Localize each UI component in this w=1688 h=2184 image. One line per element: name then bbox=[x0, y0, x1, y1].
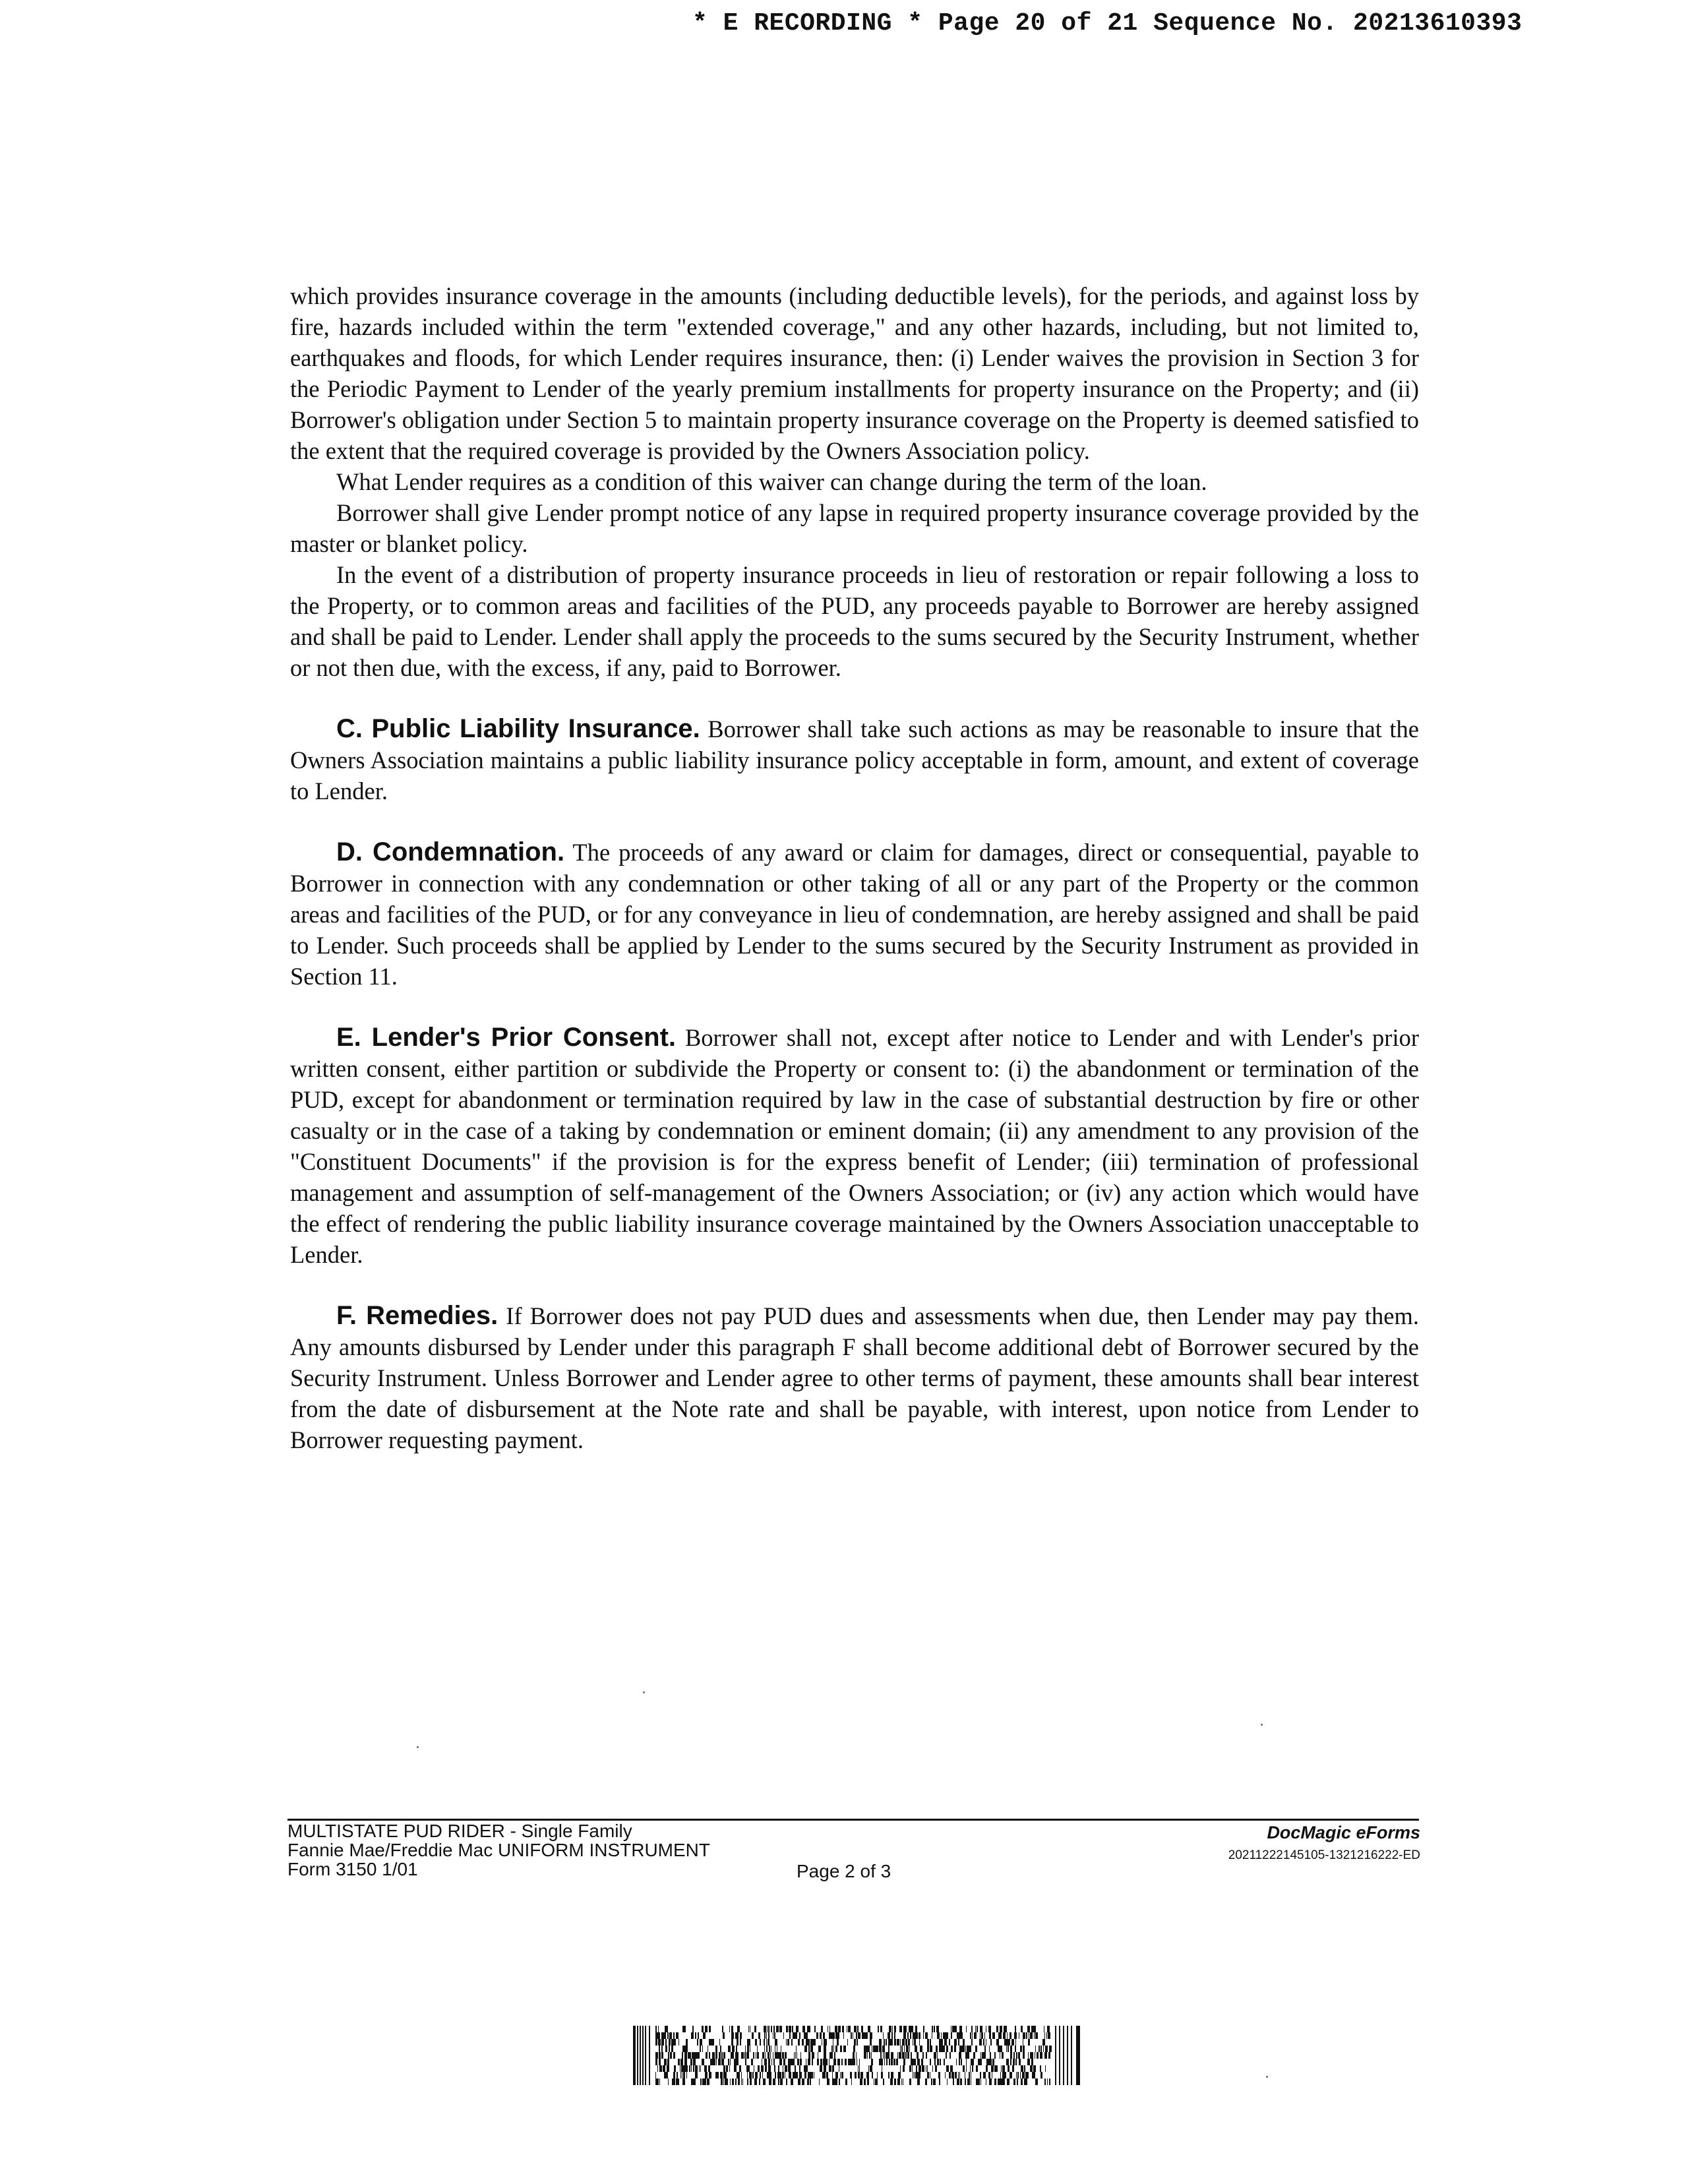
recording-stamp: * E RECORDING * Page 20 of 21 Sequence No. 20213610393 bbox=[692, 9, 1522, 38]
scan-speck bbox=[1261, 1724, 1263, 1726]
section-condemnation bbox=[290, 837, 1419, 992]
document-body bbox=[290, 280, 1419, 1455]
paragraph-waiver-condition: What Lender requires as a condition of this waiver can change during the term of the loan. bbox=[336, 468, 1207, 495]
section-text-condemnation: The proceeds of any award or claim for damages, direct or consequential, payable to Borrower in connection with any condemnation or other taking of all or any part of the Property or the common areas and facilities of the PUD, or for any conveyance in lieu of condemnation, are hereby assigned and shall be paid to Lender. Such proceeds shall be applied by Lender to the sums secured by the Security Instrument as provided in Section 11. bbox=[290, 839, 1419, 990]
section-public-liability bbox=[290, 713, 1419, 806]
section-heading-condemnation: D. Condemnation. bbox=[336, 837, 565, 866]
scan-speck bbox=[643, 1691, 645, 1693]
footer-brand-block bbox=[1228, 1823, 1420, 1863]
scan-speck bbox=[417, 1746, 419, 1748]
section-heading-remedies: F. Remedies. bbox=[336, 1301, 498, 1330]
footer-form-number: Form 3150 1/01 bbox=[287, 1859, 418, 1879]
paragraph-insurance-coverage: which provides insurance coverage in the amounts (including deductible levels), for the periods, and against loss by fire, hazards included within the term "extended coverage," and any other hazards, including, but not limited to, earthquakes and floods, for which Lender requires insurance, then: (i) Lender waives the provision in Section 3 for the Periodic Payment to Lender of the yearly premium installments for property insurance on the Property; and (ii) Borrower's obligation under Section 5 to maintain property insurance coverage on the Property is deemed satisfied to the extent that the required coverage is provided by the Owners Association policy. bbox=[290, 282, 1419, 464]
section-heading-public-liability: C. Public Liability Insurance. bbox=[336, 714, 700, 743]
paragraph-lapse-notice: Borrower shall give Lender prompt notice of any lapse in required property insurance coverage provided by the master or blanket policy. bbox=[290, 499, 1419, 557]
paragraph-insurance-proceeds: In the event of a distribution of property insurance proceeds in lieu of restoration or repair following a loss to the Property, or to common areas and facilities of the PUD, any proceeds payable to Borrower are hereby assigned and shall be paid to Lender. Lender shall apply the proceeds to the sums secured by the Security Instrument, whether or not then due, with the excess, if any, paid to Borrower. bbox=[290, 561, 1419, 681]
docmagic-logo: DocMagic eForms bbox=[1267, 1823, 1420, 1842]
scan-speck bbox=[1266, 2076, 1268, 2078]
footer-form-info bbox=[287, 1821, 710, 1879]
footer-form-issuer: Fannie Mae/Freddie Mac UNIFORM INSTRUMENT bbox=[287, 1840, 711, 1860]
footer-page-number: Page 2 of 3 bbox=[797, 1861, 891, 1881]
section-heading-lenders-prior-consent: E. Lender's Prior Consent. bbox=[336, 1023, 677, 1052]
section-text-lenders-prior-consent: Borrower shall not, except after notice to Lender and with Lender's prior written consent, either partition or subdivide the Property or consent to: (i) the abandonment or termination of the PUD, except for abandonment or termination required by law in the case of substantial destruction by fire or other casualty or in the case of a taking by condemnation or eminent domain; (ii) any amendment to any provision of the "Constituent Documents" if the provision is for the express benefit of Lender; (iii) termination of professional management and assumption of self-management of the Owners Association; or (iv) any action which would have the effect of rendering the public liability insurance coverage maintained by the Owners Association unacceptable to Lender. bbox=[290, 1024, 1420, 1268]
section-text-remedies: If Borrower does not pay PUD dues and assessments when due, then Lender may pay them. Any amounts disbursed by Lender under this paragraph F shall become additional debt of Borrower secured by the Security Instrument. Unless Borrower and Lender agree to other terms of payment, these amounts shall bear interest from the date of disbursement at the Note rate and shall be payable, with interest, upon notice from Lender to Borrower requesting payment. bbox=[290, 1302, 1420, 1453]
footer-doc-code: 20211222145105-1321216222-ED bbox=[1228, 1848, 1420, 1862]
footer-form-title: MULTISTATE PUD RIDER - Single Family bbox=[287, 1821, 632, 1841]
section-remedies bbox=[290, 1300, 1419, 1455]
section-text-public-liability: Borrower shall take such actions as may be reasonable to insure that the Owners Association maintains a public liability insurance policy acceptable in form, amount, and extent of coverage to Lender. bbox=[290, 715, 1419, 804]
section-lenders-prior-consent bbox=[290, 1022, 1419, 1270]
pdf417-barcode-icon bbox=[633, 2026, 1083, 2085]
